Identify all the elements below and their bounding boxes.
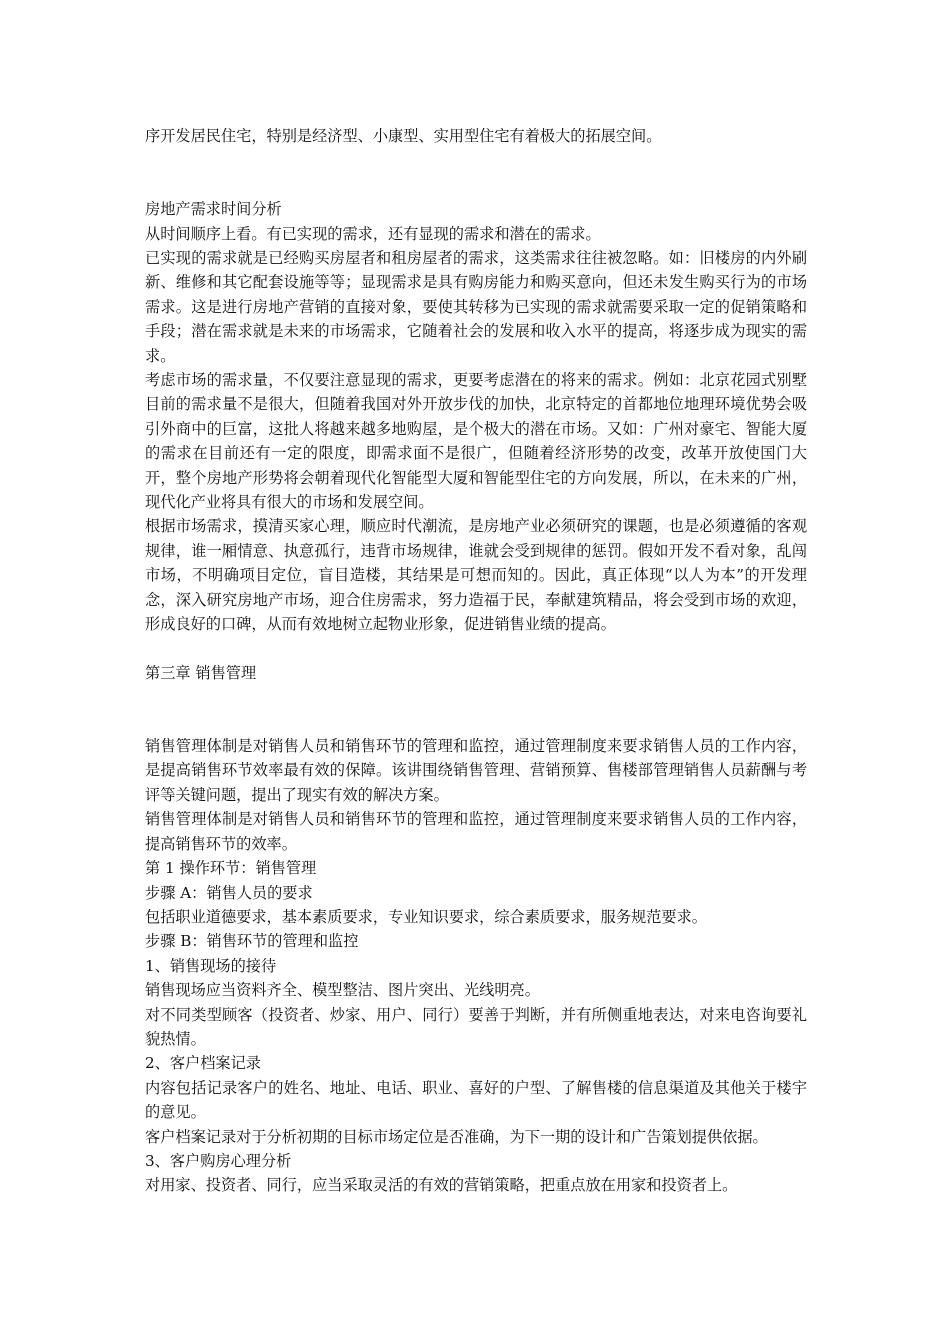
paragraph-spacer [145, 173, 807, 197]
paragraph-sales-system-efficiency: 销售管理体制是对销售人员和销售环节的管理和监控，通过管理制度来要求销售人员的工作内容，提高销售环节的效率。 [145, 810, 807, 853]
paragraph-sales-system-overview: 销售管理体制是对销售人员和销售环节的管理和监控，通过管理制度来要求销售人员的工作内容，是提高销售环节效率最有效的保障。该讲围绕销售管理、营销预算、售楼部管理销售人员薪酬与考评等关键问题，提出了现实有效的解决方案。 [145, 737, 807, 804]
document-body [145, 124, 807, 1198]
paragraph-market-research: 根据市场需求，摸清买家心理，顺应时代潮流，是房地产业必须研究的课题，也是必须遵循的客观规律，谁一厢情意、执意孤行，违背市场规律，谁就会受到规律的惩罚。假如开发不看对象，乱闯市场，不明确项目定位，盲目造楼，其结果是可想而知的。因此，真正体现“以人为本”的开发理念，深入研究房地产市场，迎合住房需求，努力造福于民，奉献建筑精品，将会受到市场的欢迎，形成良好的口碑，从而有效地树立起物业形象，促进销售业绩的提高。 [145, 517, 807, 634]
list-item-customer-records: 2、客户档案记录 [145, 1054, 261, 1073]
paragraph-spacer [145, 685, 807, 709]
psychology-detail-strategy: 对用家、投资者、同行，应当采取灵活的有效的营销策略，把重点放在用家和投资者上。 [145, 1176, 738, 1195]
paragraph-intro: 序开发居民住宅，特别是经济型、小康型、实用型住宅有着极大的拓展空间。 [145, 127, 662, 145]
records-detail-content: 内容包括记录客户的姓名、地址、电话、职业、喜好的户型、了解售楼的信息渠道及其他关于楼宇的意见。 [145, 1078, 807, 1122]
step-a-heading: 步骤 A：销售人员的要求 [145, 883, 313, 902]
paragraph-spacer [145, 710, 807, 734]
reception-detail-materials: 销售现场应当资料齐全、模型整洁、图片突出、光线明亮。 [145, 981, 540, 1000]
chapter-heading: 第三章 销售管理 [145, 663, 257, 682]
reception-detail-customers: 对不同类型顾客（投资者、炒家、用户、同行）要善于判断，并有所侧重地表达，对来电咨询要礼貌热情。 [145, 1005, 807, 1048]
paragraph-demand-types: 已实现的需求就是已经购买房屋者和租房屋者的需求，这类需求往往被忽略。如：旧楼房的内外刷新、维修和其它配套设施等等；显现需求是具有购房能力和购买意向，但还未发生购买行为的市场需求。这是进行房地产营销的直接对象，要使其转移为已实现的需求就需要采取一定的促销策略和手段；潜在需求就是未来的市场需求，它随着社会的发展和收入水平的提高，将逐步成为现实的需求。 [145, 249, 807, 365]
records-detail-purpose: 客户档案记录对于分析初期的目标市场定位是否准确，为下一期的设计和广告策划提供依据。 [145, 1127, 768, 1146]
step-b-heading: 步骤 B：销售环节的管理和监控 [145, 932, 359, 951]
paragraph-demand-volume: 考虑市场的需求量，不仅要注意显现的需求，更要考虑潜在的将来的需求。例如：北京花园式别墅目前的需求量不是很大，但随着我国对外开放步伐的加快，北京特定的首都地位地理环境优势会吸引外商中的巨富，这批人将越来越多地购屋，是个极大的潜在市场。又如：广州对豪宅、智能大厦的需求在目前还有一定的限度，即需求面不是很广，但随着经济形势的改变，改革开放使国门大开，整个房地产形势将会朝着现代化智能型大厦和智能型住宅的方向发展，所以，在未来的广州，现代化产业将具有很大的市场和发展空间。 [145, 371, 807, 512]
operation-step-heading: 第 1 操作环节：销售管理 [145, 859, 317, 878]
paragraph-spacer [145, 148, 807, 172]
list-item-reception: 1、销售现场的接待 [145, 956, 277, 975]
list-item-buyer-psychology: 3、客户购房心理分析 [145, 1151, 292, 1170]
paragraph-spacer [145, 637, 807, 661]
paragraph-time-order: 从时间顺序上看。有已实现的需求，还有显现的需求和潜在的需求。 [145, 224, 601, 243]
step-a-body: 包括职业道德要求，基本素质要求，专业知识要求，综合素质要求，服务规范要求。 [145, 907, 707, 926]
section-heading-time-analysis: 房地产需求时间分析 [145, 200, 282, 219]
